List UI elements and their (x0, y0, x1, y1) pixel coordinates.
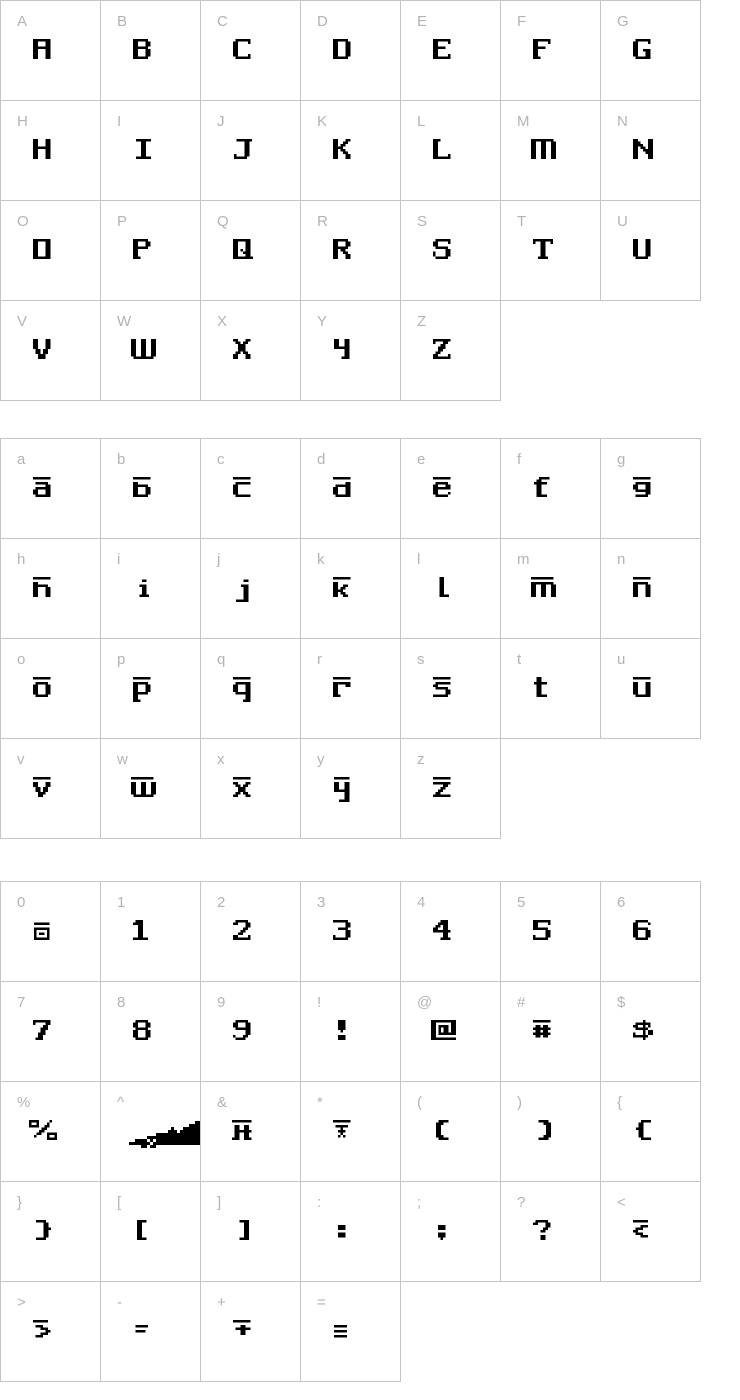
glyph-label: U (617, 213, 628, 230)
glyph-label: k (317, 551, 325, 568)
glyph-bitmap (334, 772, 352, 802)
glyph-label: H (17, 113, 28, 130)
glyph-bitmap (233, 1015, 253, 1045)
glyph-cell (400, 0, 501, 101)
glyph-label: - (117, 1294, 122, 1311)
glyph-bitmap (433, 334, 453, 364)
glyph-label: @ (417, 994, 433, 1011)
glyph-bitmap (437, 572, 450, 602)
glyph-row (0, 438, 740, 539)
glyph-cell (400, 638, 501, 739)
glyph-cell (500, 438, 601, 539)
glyph-label: { (617, 1094, 623, 1111)
glyph-bitmap (133, 34, 153, 64)
glyph-cell (100, 0, 201, 101)
glyph-cell (200, 1281, 301, 1382)
lowercase-letters-grid (0, 438, 740, 839)
glyph-row (0, 300, 740, 401)
glyph-bitmap (131, 334, 156, 364)
glyph-label: C (217, 13, 228, 30)
glyph-cell (100, 1081, 201, 1182)
glyph-bitmap (232, 1115, 255, 1145)
glyph-cell (100, 638, 201, 739)
glyph-label: X (217, 313, 228, 330)
glyph-bitmap (33, 1015, 53, 1045)
glyph-label: W (117, 313, 132, 330)
glyph-cell (100, 538, 201, 639)
glyph-label: * (317, 1094, 323, 1111)
glyph-bitmap (333, 1115, 353, 1145)
glyph-cell (500, 0, 601, 101)
glyph-bitmap (136, 134, 151, 164)
glyph-bitmap (633, 1215, 653, 1245)
glyph-row (0, 1181, 740, 1282)
glyph-label: < (617, 1194, 626, 1211)
glyph-cell (0, 200, 101, 301)
glyph-label: i (117, 551, 121, 568)
glyph-cell (200, 200, 301, 301)
glyph-cell (0, 638, 101, 739)
glyph-bitmap (234, 134, 252, 164)
glyph-cell (400, 538, 501, 639)
glyph-bitmap (33, 134, 53, 164)
glyph-bitmap (233, 672, 253, 702)
glyph-cell (600, 0, 701, 101)
glyph-cell (100, 1181, 201, 1282)
glyph-label: 5 (517, 894, 526, 911)
digits-and-symbols-grid (0, 881, 740, 1382)
glyph-cell (0, 300, 101, 401)
glyph-label: t (517, 651, 522, 668)
glyph-bitmap (333, 572, 353, 602)
glyph-bitmap (534, 672, 552, 702)
glyph-label: 1 (117, 894, 126, 911)
glyph-label: 0 (17, 894, 26, 911)
glyph-bitmap (633, 572, 653, 602)
glyph-label: ) (517, 1094, 522, 1111)
glyph-row (0, 638, 740, 739)
glyph-label: b (117, 451, 126, 468)
glyph-cell (0, 538, 101, 639)
glyph-cell (0, 1281, 101, 1382)
glyph-label: y (317, 751, 325, 768)
glyph-bitmap (34, 915, 52, 945)
glyph-cell (200, 1181, 301, 1282)
glyph-bitmap (36, 1215, 51, 1245)
glyph-label: K (317, 113, 328, 130)
glyph-label: # (517, 994, 526, 1011)
glyph-cell (500, 100, 601, 201)
glyph-row (0, 1081, 740, 1182)
glyph-label: S (417, 213, 428, 230)
glyph-cell (0, 1081, 101, 1182)
glyph-row (0, 981, 740, 1082)
glyph-cell (600, 1081, 701, 1182)
glyph-label: Y (317, 313, 328, 330)
glyph-cell (300, 881, 401, 982)
glyph-label: 8 (117, 994, 126, 1011)
glyph-bitmap (433, 672, 453, 702)
glyph-label: Z (417, 313, 427, 330)
glyph-cell (400, 738, 501, 839)
glyph-bitmap (33, 34, 53, 64)
glyph-cell (200, 738, 301, 839)
glyph-label: p (117, 651, 126, 668)
glyph-cell (600, 100, 701, 201)
glyph-bitmap (431, 1015, 456, 1045)
glyph-cell (200, 300, 301, 401)
glyph-bitmap (233, 34, 253, 64)
glyph-label: w (117, 751, 128, 768)
glyph-label: N (617, 113, 628, 130)
glyph-bitmap (131, 772, 156, 802)
glyph-bitmap (433, 915, 453, 945)
glyph-bitmap (633, 672, 653, 702)
glyph-bitmap (334, 334, 352, 364)
glyph-bitmap (533, 34, 553, 64)
glyph-bitmap (133, 672, 153, 702)
glyph-bitmap (633, 234, 653, 264)
glyph-cell (300, 538, 401, 639)
glyph-cell (100, 438, 201, 539)
glyph-row (0, 538, 740, 639)
glyph-cell (400, 881, 501, 982)
glyph-bitmap (533, 234, 553, 264)
glyph-label: g (617, 451, 626, 468)
glyph-cell (600, 881, 701, 982)
glyph-cell (600, 200, 701, 301)
glyph-cell (500, 538, 601, 639)
glyph-bitmap (133, 472, 153, 502)
glyph-bitmap (333, 472, 353, 502)
glyph-bitmap (536, 1115, 551, 1145)
glyph-bitmap (137, 1215, 150, 1245)
glyph-label: I (117, 113, 122, 130)
glyph-bitmap (33, 334, 53, 364)
glyph-label: l (417, 551, 421, 568)
glyph-cell (0, 100, 101, 201)
glyph-bitmap (533, 1015, 553, 1045)
glyph-bitmap (433, 772, 453, 802)
glyph-label: A (17, 13, 28, 30)
glyph-label: x (217, 751, 225, 768)
glyph-bitmap (133, 915, 153, 945)
glyph-bitmap (33, 472, 53, 502)
glyph-bitmap (633, 34, 653, 64)
glyph-cell (600, 1181, 701, 1282)
glyph-bitmap (633, 915, 653, 945)
glyph-bitmap (333, 672, 353, 702)
glyph-row (0, 0, 740, 101)
glyph-cell (600, 538, 701, 639)
glyph-cell (500, 1181, 601, 1282)
glyph-cell (100, 738, 201, 839)
glyph-row (0, 738, 740, 839)
glyph-label: 3 (317, 894, 326, 911)
glyph-bitmap (338, 1215, 348, 1245)
glyph-label: $ (617, 994, 626, 1011)
glyph-label: = (317, 1294, 326, 1311)
glyph-cell (200, 881, 301, 982)
glyph-bitmap (133, 1315, 153, 1345)
glyph-cell (300, 438, 401, 539)
glyph-row (0, 881, 740, 982)
glyph-cell (300, 200, 401, 301)
glyph-bitmap (531, 572, 556, 602)
glyph-label: } (17, 1194, 23, 1211)
glyph-cell (200, 438, 301, 539)
glyph-bitmap (29, 1115, 57, 1145)
glyph-cell (500, 200, 601, 301)
glyph-cell (300, 1081, 401, 1182)
glyph-cell (400, 981, 501, 1082)
glyph-label: G (617, 13, 629, 30)
glyph-label: d (317, 451, 326, 468)
glyph-label: a (17, 451, 26, 468)
glyph-cell (300, 1281, 401, 1382)
glyph-label: + (217, 1294, 226, 1311)
glyph-cell (0, 438, 101, 539)
glyph-bitmap (534, 472, 552, 502)
glyph-bitmap (233, 234, 253, 264)
glyph-label: u (617, 651, 626, 668)
glyph-bitmap (433, 134, 453, 164)
glyph-bitmap (236, 572, 251, 602)
glyph-label: J (217, 113, 225, 130)
glyph-cell (0, 1181, 101, 1282)
glyph-label: c (217, 451, 225, 468)
glyph-label: ( (417, 1094, 422, 1111)
glyph-label: 6 (617, 894, 626, 911)
glyph-cell (0, 738, 101, 839)
glyph-bitmap (333, 234, 353, 264)
glyph-label: B (117, 13, 128, 30)
glyph-label: R (317, 213, 328, 230)
glyph-label: D (317, 13, 328, 30)
glyph-bitmap (533, 1215, 553, 1245)
glyph-cell (400, 1181, 501, 1282)
glyph-label: e (417, 451, 426, 468)
glyph-bitmap (433, 34, 453, 64)
uppercase-letters-grid (0, 0, 740, 401)
glyph-bitmap (633, 472, 653, 502)
glyph-cell (200, 981, 301, 1082)
glyph-cell (0, 981, 101, 1082)
glyph-bitmap (531, 134, 556, 164)
glyph-bitmap (233, 472, 253, 502)
glyph-label: % (17, 1094, 31, 1111)
glyph-bitmap (33, 672, 53, 702)
glyph-label: [ (117, 1194, 122, 1211)
glyph-cell (200, 0, 301, 101)
glyph-label: ] (217, 1194, 222, 1211)
glyph-cell (200, 638, 301, 739)
glyph-label: P (117, 213, 128, 230)
glyph-label: V (17, 313, 28, 330)
glyph-bitmap (633, 134, 653, 164)
glyph-cell (300, 0, 401, 101)
glyph-bitmap (133, 1015, 153, 1045)
glyph-bitmap (333, 915, 353, 945)
glyph-cell (400, 438, 501, 539)
glyph-cell (100, 881, 201, 982)
glyph-bitmap (433, 234, 453, 264)
glyph-label: o (17, 651, 26, 668)
glyph-cell (200, 538, 301, 639)
glyph-cell (600, 638, 701, 739)
glyph-label: n (617, 551, 626, 568)
glyph-bitmap (436, 1115, 451, 1145)
glyph-bitmap (33, 1315, 53, 1345)
glyph-label: M (517, 113, 530, 130)
glyph-cell (300, 1181, 401, 1282)
glyph-label: s (417, 651, 425, 668)
glyph-label: ; (417, 1194, 422, 1211)
glyph-cell (200, 1081, 301, 1182)
glyph-bitmap (334, 1315, 352, 1345)
glyph-label: O (17, 213, 29, 230)
glyph-cell (300, 638, 401, 739)
glyph-bitmap (237, 1215, 250, 1245)
glyph-label: Q (217, 213, 229, 230)
glyph-bitmap (333, 134, 353, 164)
glyph-cell (400, 300, 501, 401)
glyph-label: 2 (217, 894, 226, 911)
glyph-cell (500, 1081, 601, 1182)
glyph-label: f (517, 451, 522, 468)
glyph-cell (600, 438, 701, 539)
glyph-label: 4 (417, 894, 426, 911)
glyph-cell (500, 881, 601, 982)
glyph-row (0, 200, 740, 301)
glyph-cell (400, 1081, 501, 1182)
glyph-bitmap (633, 1015, 653, 1045)
glyph-label: ^ (117, 1094, 125, 1111)
glyph-cell (0, 881, 101, 982)
glyph-label: r (317, 651, 322, 668)
glyph-label: ? (517, 1194, 526, 1211)
glyph-label: & (217, 1094, 228, 1111)
glyph-bitmap (233, 772, 253, 802)
glyph-bitmap (333, 34, 353, 64)
glyph-cell (300, 300, 401, 401)
glyph-cell (600, 981, 701, 1082)
glyph-bitmap (233, 334, 253, 364)
glyph-cell (300, 981, 401, 1082)
glyph-label: ! (317, 994, 322, 1011)
glyph-label: : (317, 1194, 322, 1211)
glyph-cell (400, 200, 501, 301)
glyph-cell (100, 1281, 201, 1382)
glyph-bitmap (338, 1015, 348, 1045)
glyph-bitmap (233, 915, 253, 945)
glyph-label: > (17, 1294, 26, 1311)
glyph-bitmap (133, 234, 153, 264)
glyph-cell (100, 981, 201, 1082)
glyph-bitmap (533, 915, 553, 945)
glyph-label: 7 (17, 994, 26, 1011)
glyph-row (0, 100, 740, 201)
glyph-label: E (417, 13, 428, 30)
glyph-bitmap (233, 1315, 253, 1345)
glyph-bitmap (433, 472, 453, 502)
glyph-label: z (417, 751, 425, 768)
glyph-label: v (17, 751, 25, 768)
glyph-cell (100, 300, 201, 401)
glyph-cell (500, 638, 601, 739)
glyph-label: q (217, 651, 226, 668)
glyph-label: 9 (217, 994, 226, 1011)
glyph-label: m (517, 551, 530, 568)
glyph-cell (400, 100, 501, 201)
glyph-label: h (17, 551, 26, 568)
glyph-cell (500, 981, 601, 1082)
glyph-label: j (217, 551, 221, 568)
glyph-cell (300, 738, 401, 839)
glyph-bitmap (137, 572, 150, 602)
glyph-cell (200, 100, 301, 201)
glyph-bitmap (33, 234, 53, 264)
glyph-bitmap (636, 1115, 651, 1145)
glyph-bitmap (438, 1215, 448, 1245)
glyph-cell (300, 100, 401, 201)
glyph-cell (100, 200, 201, 301)
glyph-label: L (417, 113, 426, 130)
glyph-cell (0, 0, 101, 101)
glyph-bitmap (33, 772, 53, 802)
glyph-bitmap (33, 572, 53, 602)
glyph-label: T (517, 213, 527, 230)
glyph-row (0, 1281, 740, 1382)
glyph-cell (100, 100, 201, 201)
glyph-label: F (517, 13, 527, 30)
